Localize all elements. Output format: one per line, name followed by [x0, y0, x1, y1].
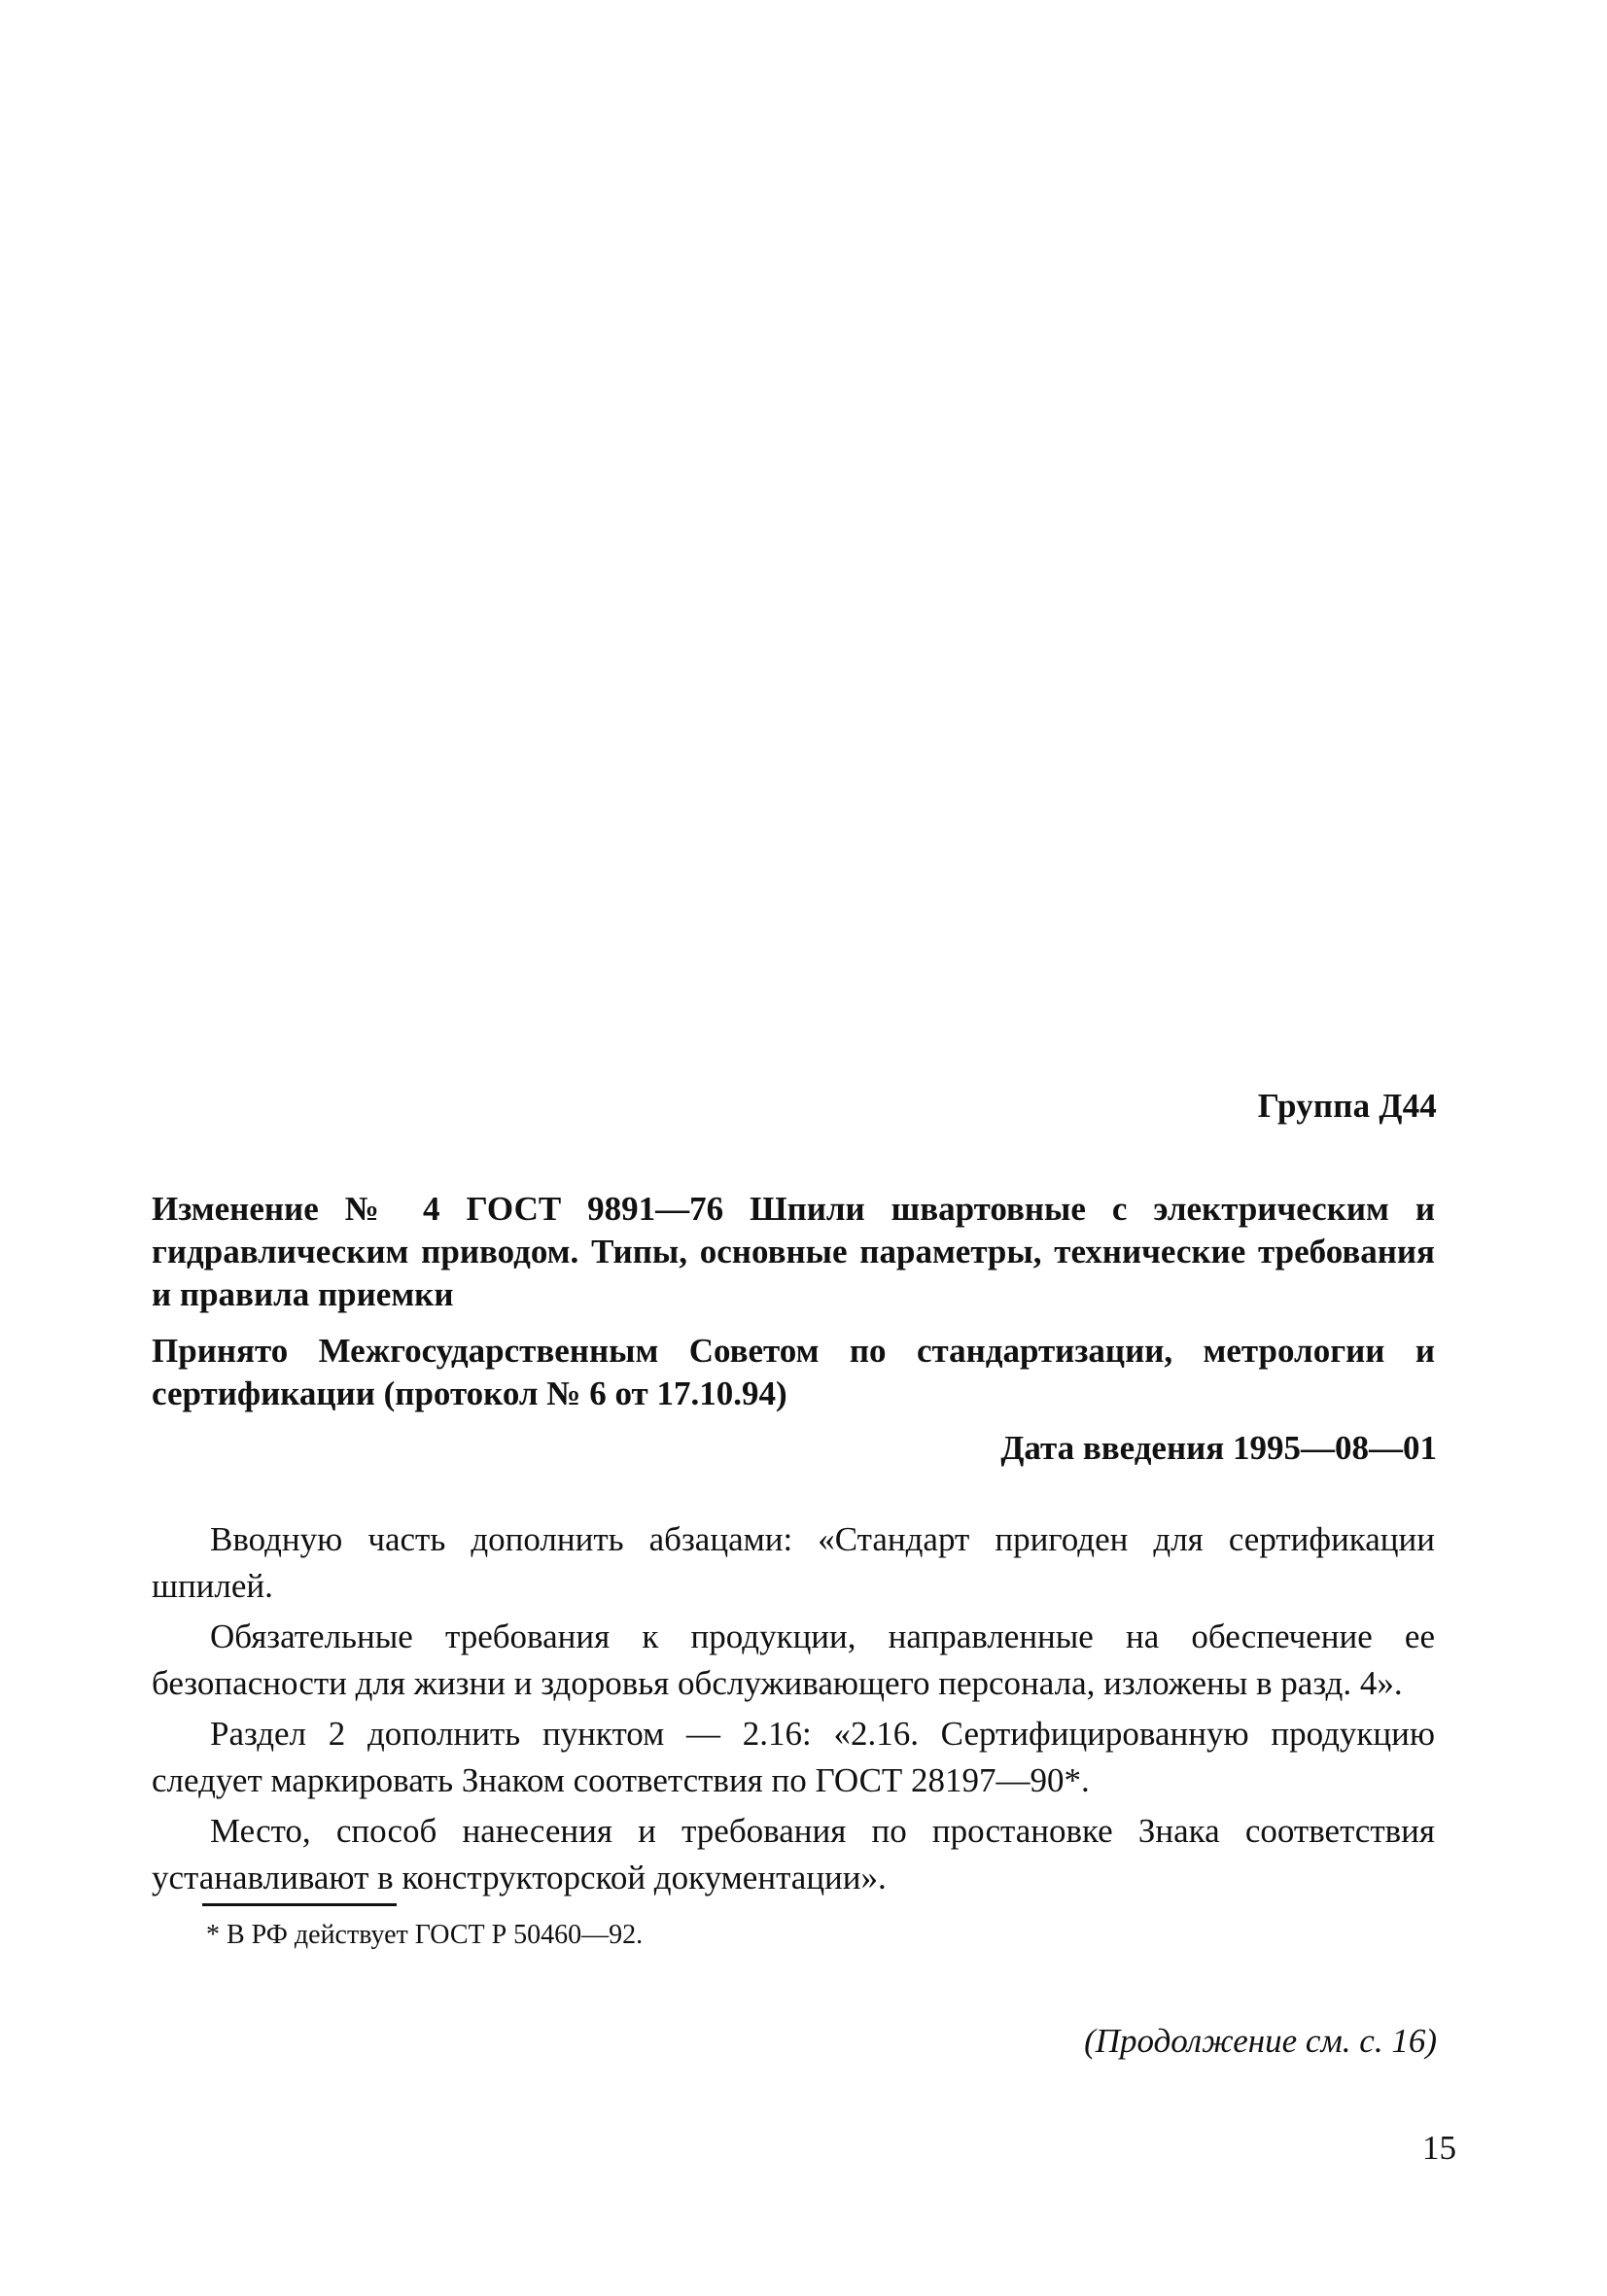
- body-text: [152, 1516, 1435, 1905]
- introduction-date: Дата введения 1995—08—01: [1000, 1429, 1437, 1467]
- paragraph: Вводную часть дополнить абзацами: «Стандарт пригоден для сертификации шпилей.: [152, 1520, 1435, 1605]
- change-title: Изменение № 4 ГОСТ 9891—76 Шпили швартовные с электрическим и гидравлическим приводом. Типы, основные параметры, технические требования и правила приемки: [152, 1190, 1435, 1313]
- footnote: * В РФ действует ГОСТ Р 50460—92.: [206, 1920, 644, 1950]
- continuation-note: (Продолжение см. с. 16): [1084, 2022, 1437, 2060]
- page-number: 15: [1422, 2129, 1456, 2167]
- group-label: Группа Д44: [1257, 1087, 1437, 1125]
- adopted-by-statement: Принято Межгосударственным Советом по стандартизации, метрологии и сертификации (протокол № 6 от 17.10.94): [152, 1332, 1435, 1412]
- footnote-divider: [202, 1903, 397, 1906]
- paragraph: Обязательные требования к продукции, направленные на обеспечение ее безопасности для жизни и здоровья обслуживающего персонала, изложены в разд. 4».: [152, 1618, 1435, 1702]
- paragraph: Место, способ нанесения и требования по простановке Знака соответствия устанавливают в конструкторской документации».: [152, 1812, 1435, 1896]
- paragraph: Раздел 2 дополнить пунктом — 2.16: «2.16. Сертифицированную продукцию следует маркировать Знаком соответствия по ГОСТ 28197—90*.: [152, 1715, 1435, 1799]
